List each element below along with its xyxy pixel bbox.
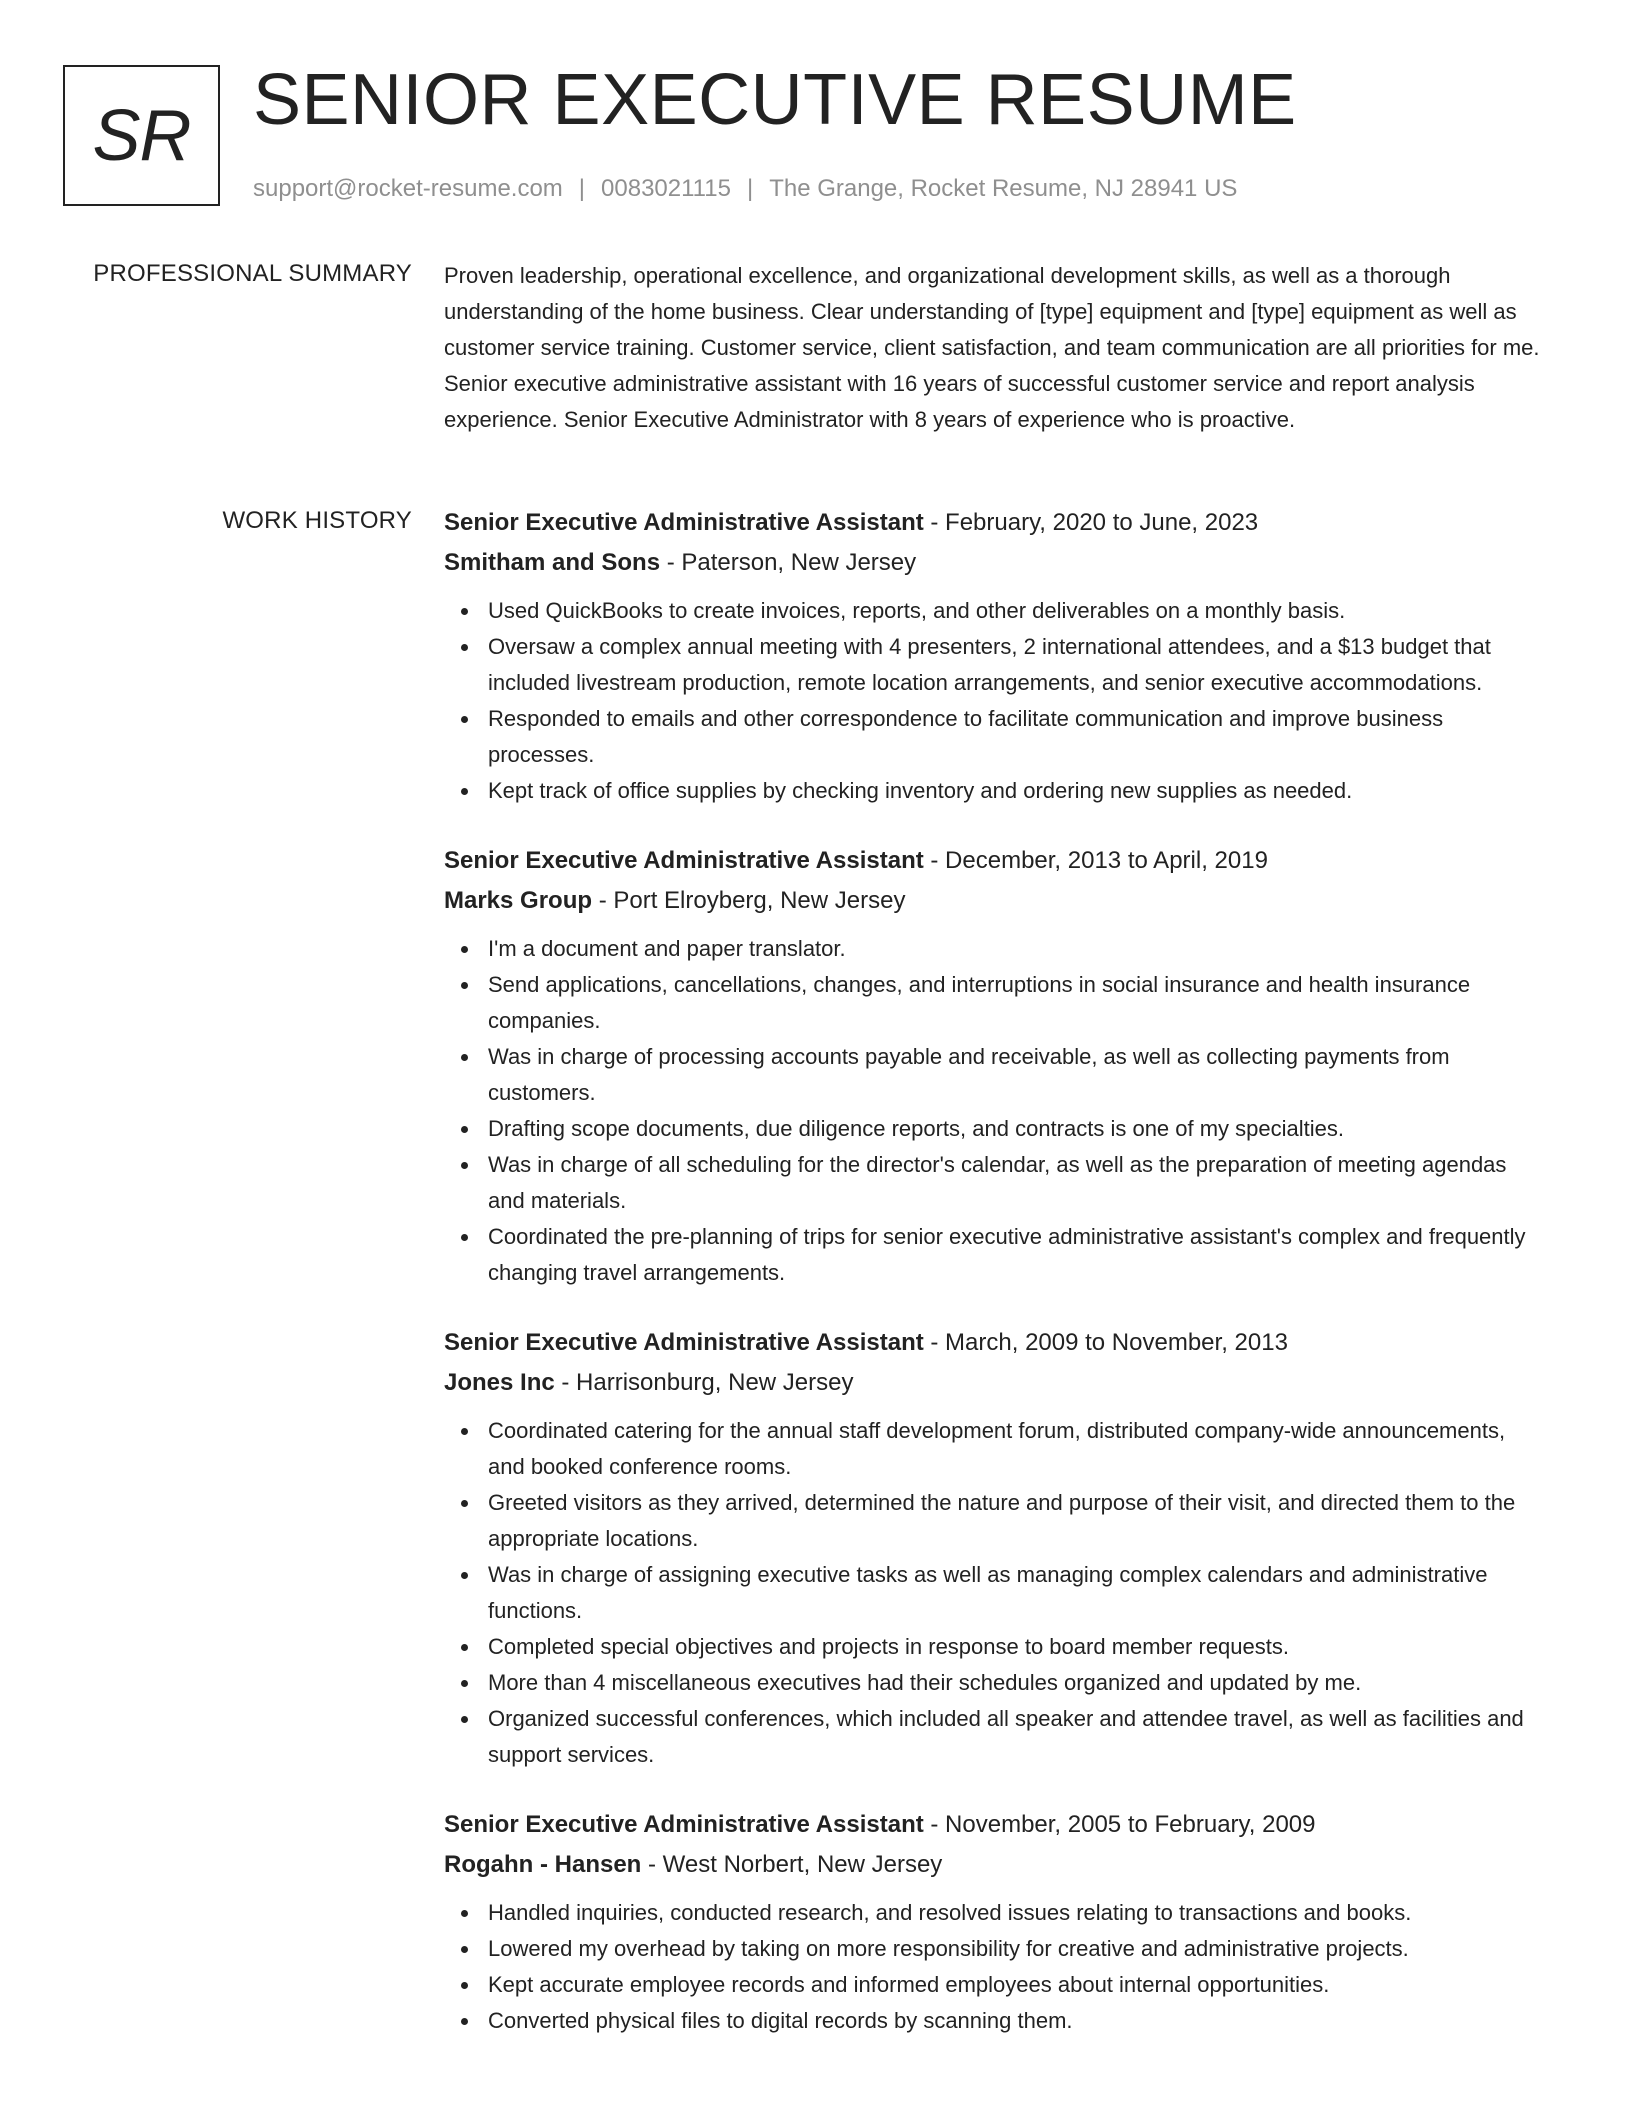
job-entry xyxy=(444,1805,1544,2039)
job-bullet: Coordinated the pre-planning of trips for senior executive administrative assistant's complex and frequently changing travel arrangements. xyxy=(488,1219,1544,1291)
job-location: - Port Elroyberg, New Jersey xyxy=(592,887,906,914)
job-dates: - March, 2009 to November, 2013 xyxy=(923,1329,1288,1356)
job-title: Senior Executive Administrative Assistant xyxy=(444,847,924,874)
job-title-line xyxy=(444,1805,1544,1845)
job-company: Smitham and Sons xyxy=(444,549,661,576)
job-bullet: Oversaw a complex annual meeting with 4 presenters, 2 international attendees, and a $13 budget that included livestream production, remote location arrangements, and senior executive accommodations. xyxy=(488,629,1544,701)
job-title: Senior Executive Administrative Assistant xyxy=(444,1811,924,1838)
job-company: Marks Group xyxy=(444,887,593,914)
job-bullet: Coordinated catering for the annual staff development forum, distributed company-wide announcements, and booked conference rooms. xyxy=(488,1413,1544,1485)
contact-email: support@rocket-resume.com xyxy=(253,175,563,202)
job-location: - West Norbert, New Jersey xyxy=(641,1851,943,1878)
summary-text: Proven leadership, operational excellence, and organizational development skills, as well as a thorough understanding of the home business. Clear understanding of [type] equipment and [type] equipment as well as customer service training. Customer service, client satisfaction, and team communication are all priorities for me. Senior executive administrative assistant with 16 years of successful customer service and report analysis experience. Senior Executive Administrator with 8 years of experience who is proactive. xyxy=(444,263,1540,432)
job-company-line xyxy=(444,881,1544,921)
monogram-box xyxy=(63,65,220,206)
work-history-heading: WORK HISTORY xyxy=(222,507,412,534)
job-bullet: Responded to emails and other correspondence to facilitate communication and improve business processes. xyxy=(488,701,1544,773)
job-title: Senior Executive Administrative Assistant xyxy=(444,1329,924,1356)
job-dates: - November, 2005 to February, 2009 xyxy=(923,1811,1316,1838)
job-bullet: Handled inquiries, conducted research, and resolved issues relating to transactions and books. xyxy=(488,1895,1544,1931)
job-title-line xyxy=(444,1323,1544,1363)
contact-line xyxy=(253,173,1237,205)
job-bullets xyxy=(444,1413,1544,1773)
job-location: - Harrisonburg, New Jersey xyxy=(554,1369,854,1396)
contact-address: The Grange, Rocket Resume, NJ 28941 US xyxy=(769,175,1238,202)
monogram-initials: SR xyxy=(92,95,191,176)
job-bullet: Was in charge of processing accounts payable and receivable, as well as collecting payments from customers. xyxy=(488,1039,1544,1111)
job-title-line xyxy=(444,841,1544,881)
job-bullet: Organized successful conferences, which included all speaker and attendee travel, as well as facilities and support services. xyxy=(488,1701,1544,1773)
job-bullet: Completed special objectives and projects in response to board member requests. xyxy=(488,1629,1544,1665)
job-company-line xyxy=(444,543,1544,583)
contact-separator: | xyxy=(578,175,586,202)
job-bullet: More than 4 miscellaneous executives had their schedules organized and updated by me. xyxy=(488,1665,1544,1701)
job-bullet: Converted physical files to digital records by scanning them. xyxy=(488,2003,1544,2039)
job-bullet: Kept accurate employee records and informed employees about internal opportunities. xyxy=(488,1967,1544,2003)
job-bullet: Kept track of office supplies by checking inventory and ordering new supplies as needed. xyxy=(488,773,1544,809)
work-history-list xyxy=(444,503,1544,2071)
job-bullets xyxy=(444,931,1544,1291)
job-bullet: I'm a document and paper translator. xyxy=(488,931,1544,967)
job-location: - Paterson, New Jersey xyxy=(660,549,917,576)
resume-title: SENIOR EXECUTIVE RESUME xyxy=(253,60,1297,140)
job-dates: - December, 2013 to April, 2019 xyxy=(923,847,1268,874)
job-bullet: Drafting scope documents, due diligence reports, and contracts is one of my specialties. xyxy=(488,1111,1544,1147)
job-entry xyxy=(444,1323,1544,1773)
job-bullets xyxy=(444,593,1544,809)
job-bullet: Send applications, cancellations, changes, and interruptions in social insurance and health insurance companies. xyxy=(488,967,1544,1039)
job-bullet: Was in charge of assigning executive tasks as well as managing complex calendars and administrative functions. xyxy=(488,1557,1544,1629)
job-title: Senior Executive Administrative Assistant xyxy=(444,509,924,536)
job-company: Rogahn - Hansen xyxy=(444,1851,642,1878)
job-company: Jones Inc xyxy=(444,1369,555,1396)
job-dates: - February, 2020 to June, 2023 xyxy=(923,509,1259,536)
job-company-line xyxy=(444,1363,1544,1403)
job-bullets xyxy=(444,1895,1544,2039)
job-entry xyxy=(444,503,1544,809)
summary-heading: PROFESSIONAL SUMMARY xyxy=(93,260,412,287)
contact-separator: | xyxy=(746,175,754,202)
contact-phone: 0083021115 xyxy=(601,175,731,202)
job-bullet: Was in charge of all scheduling for the director's calendar, as well as the preparation of meeting agendas and materials. xyxy=(488,1147,1544,1219)
job-bullet: Lowered my overhead by taking on more responsibility for creative and administrative projects. xyxy=(488,1931,1544,1967)
job-company-line xyxy=(444,1845,1544,1885)
job-bullet: Used QuickBooks to create invoices, reports, and other deliverables on a monthly basis. xyxy=(488,593,1544,629)
job-title-line xyxy=(444,503,1544,543)
job-entry xyxy=(444,841,1544,1291)
job-bullet: Greeted visitors as they arrived, determined the nature and purpose of their visit, and directed them to the appropriate locations. xyxy=(488,1485,1544,1557)
